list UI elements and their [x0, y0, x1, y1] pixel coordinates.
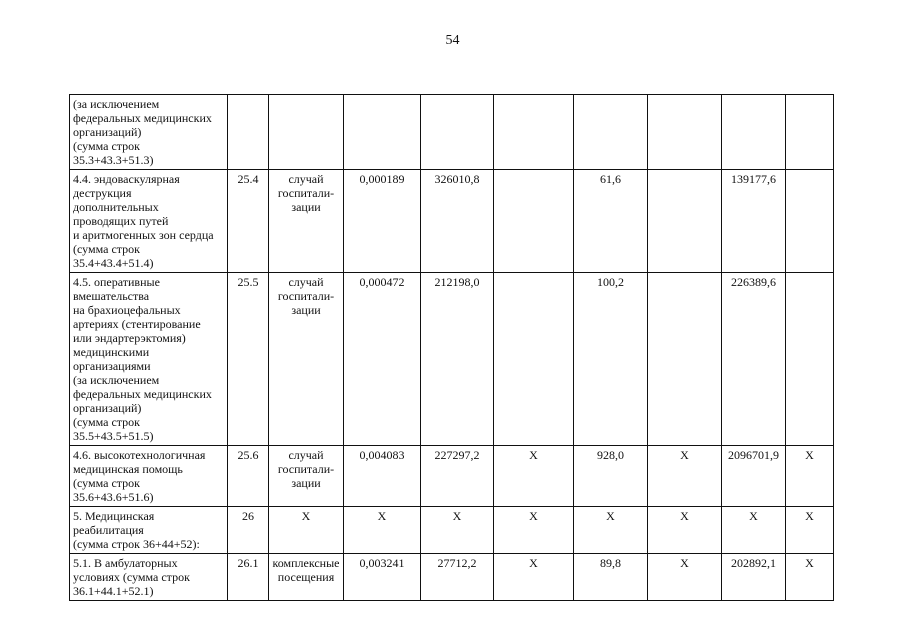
cell-cost — [421, 95, 494, 170]
cell-unit: случай госпитали- зации — [269, 446, 344, 507]
cell-col10: Х — [786, 446, 834, 507]
cell-row-number: 25.6 — [228, 446, 269, 507]
cell-unit: случай госпитали- зации — [269, 273, 344, 446]
cell-col8 — [648, 273, 722, 446]
cell-col10 — [786, 170, 834, 273]
cell-cost: Х — [421, 507, 494, 554]
cell-total: 202892,1 — [722, 554, 786, 601]
cell-unit: Х — [269, 507, 344, 554]
cell-per-capita: Х — [574, 507, 648, 554]
cell-row-number: 25.4 — [228, 170, 269, 273]
cell-row-number — [228, 95, 269, 170]
cell-name: 4.4. эндоваскулярная деструкция дополнительных проводящих путей и аритмогенных зон сердца (сумма строк 35.4+43.4+51.4) — [70, 170, 228, 273]
table-row — [70, 170, 834, 273]
cell-norm: Х — [344, 507, 421, 554]
cell-col6: Х — [494, 554, 574, 601]
cell-row-number: 26.1 — [228, 554, 269, 601]
cell-norm: 0,000472 — [344, 273, 421, 446]
page-number: 54 — [445, 33, 460, 48]
cell-total: 2096701,9 — [722, 446, 786, 507]
cell-per-capita — [574, 95, 648, 170]
cell-name: (за исключением федеральных медицинских организаций) (сумма строк 35.3+43.3+51.3) — [70, 95, 228, 170]
cell-name: 5. Медицинская реабилитация (сумма строк 36+44+52): — [70, 507, 228, 554]
cell-cost: 212198,0 — [421, 273, 494, 446]
cell-norm — [344, 95, 421, 170]
cell-col10: Х — [786, 507, 834, 554]
cell-total: 226389,6 — [722, 273, 786, 446]
cell-row-number: 25.5 — [228, 273, 269, 446]
cell-col6 — [494, 170, 574, 273]
cell-total: Х — [722, 507, 786, 554]
cell-norm: 0,003241 — [344, 554, 421, 601]
table-row — [70, 507, 834, 554]
cell-col8: Х — [648, 446, 722, 507]
cell-name: 4.6. высокотехнологичная медицинская помощь (сумма строк 35.6+43.6+51.6) — [70, 446, 228, 507]
cell-norm: 0,000189 — [344, 170, 421, 273]
cell-per-capita: 89,8 — [574, 554, 648, 601]
cell-col8 — [648, 170, 722, 273]
cell-total — [722, 95, 786, 170]
cell-col6 — [494, 95, 574, 170]
cell-unit: комплексные посещения — [269, 554, 344, 601]
cell-col6 — [494, 273, 574, 446]
cell-name: 5.1. В амбулаторных условиях (сумма строк 36.1+44.1+52.1) — [70, 554, 228, 601]
cell-col10 — [786, 95, 834, 170]
cell-name: 4.5. оперативные вмешательства на брахиоцефальных артериях (стентирование или эндартерэктомия) медицинскими организациями (за исключением федеральных медицинских организаций) (сумма строк 35.5+43.5+51.5) — [70, 273, 228, 446]
cell-norm: 0,004083 — [344, 446, 421, 507]
cell-col6: Х — [494, 507, 574, 554]
cell-per-capita: 61,6 — [574, 170, 648, 273]
cell-total: 139177,6 — [722, 170, 786, 273]
table-row — [70, 95, 834, 170]
cell-unit: случай госпитали- зации — [269, 170, 344, 273]
cell-per-capita: 100,2 — [574, 273, 648, 446]
cell-row-number: 26 — [228, 507, 269, 554]
table-row — [70, 273, 834, 446]
cell-col10: Х — [786, 554, 834, 601]
cell-cost: 27712,2 — [421, 554, 494, 601]
cell-col10 — [786, 273, 834, 446]
cell-col8: Х — [648, 554, 722, 601]
table-row — [70, 446, 834, 507]
cell-col6: Х — [494, 446, 574, 507]
cell-col8: Х — [648, 507, 722, 554]
cell-unit — [269, 95, 344, 170]
cell-cost: 227297,2 — [421, 446, 494, 507]
cell-cost: 326010,8 — [421, 170, 494, 273]
table-row — [70, 554, 834, 601]
cell-per-capita: 928,0 — [574, 446, 648, 507]
cell-col8 — [648, 95, 722, 170]
data-table — [69, 94, 834, 601]
